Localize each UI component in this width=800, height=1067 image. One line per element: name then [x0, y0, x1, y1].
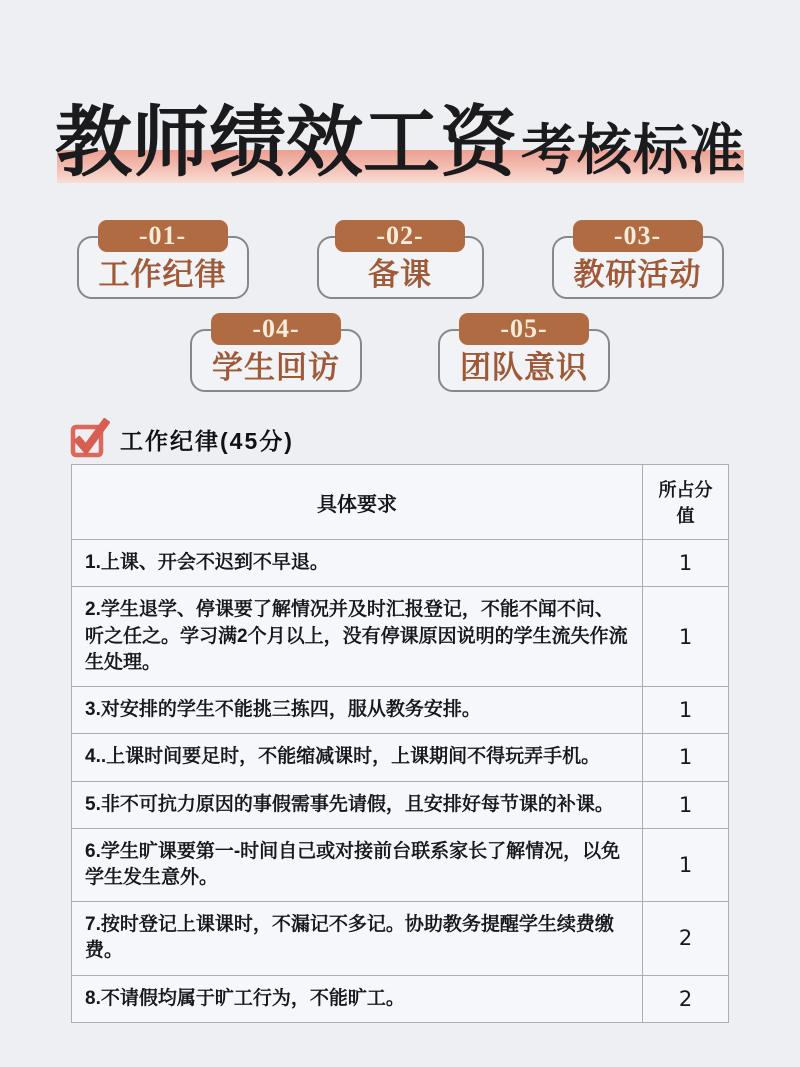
- table-row: [72, 828, 729, 901]
- table-row: [72, 734, 729, 781]
- checkbox-check-icon: [70, 418, 110, 460]
- category-badges: [0, 220, 800, 392]
- score-cell: 1: [643, 687, 729, 734]
- requirement-cell: 7.按时登记上课课时，不漏记不多记。协助教务提醒学生续费缴费。: [72, 902, 643, 975]
- score-cell: 2: [643, 902, 729, 975]
- category-badge-team-awareness: [438, 314, 610, 392]
- badge-number: -04-: [252, 314, 300, 344]
- page-title: [55, 100, 745, 186]
- section-title: 工作纪律(45分): [120, 427, 294, 454]
- badge-row-2: [190, 313, 610, 392]
- page-title-sub: 考核标准: [520, 118, 745, 182]
- category-badge-lesson-prep: [317, 221, 484, 299]
- table-row: [72, 902, 729, 975]
- badge-row-1: [77, 220, 724, 299]
- page-title-main: 教师绩效工资: [54, 100, 517, 186]
- badge-number: -01-: [138, 221, 187, 251]
- requirement-cell: 4..上课时间要足时，不能缩减课时，上课期间不得玩弄手机。: [72, 734, 643, 781]
- table-header-row: [72, 465, 729, 540]
- table-row: [72, 540, 729, 587]
- badge-label: 教研活动: [573, 257, 702, 293]
- category-badge-work-discipline: [77, 221, 249, 299]
- badge-number: -03-: [613, 221, 662, 251]
- badge-number: -05-: [500, 314, 548, 344]
- requirement-cell: 2.学生退学、停课要了解情况并及时汇报登记，不能不闻不问、听之任之。学习满2个月以上，没有停课原因说明的学生流失作流生处理。: [72, 587, 643, 687]
- table-row: [72, 975, 729, 1022]
- requirement-cell: 6.学生旷课要第一-时间自己或对接前台联系家长了解情况，以免学生发生意外。: [72, 828, 643, 901]
- badge-label: 团队意识: [460, 350, 588, 386]
- table-header-score: 所占分值: [643, 465, 729, 540]
- table-header-requirement: 具体要求: [72, 465, 643, 540]
- badge-number-tag: [211, 313, 341, 345]
- score-cell: 1: [643, 540, 729, 587]
- score-cell: 1: [643, 587, 729, 687]
- badge-number-tag: [459, 313, 589, 345]
- badge-label: 学生回访: [212, 350, 340, 386]
- table-row: [72, 781, 729, 828]
- title-block: [0, 0, 800, 186]
- badge-label: 工作纪律: [98, 257, 227, 293]
- score-cell: 1: [643, 734, 729, 781]
- table-row: [72, 587, 729, 687]
- category-badge-research-activity: [552, 221, 724, 299]
- badge-number-tag: [335, 220, 465, 252]
- requirements-table: [71, 464, 729, 1023]
- category-badge-student-followup: [190, 314, 362, 392]
- requirement-cell: 3.对安排的学生不能挑三拣四，服从教务安排。: [72, 687, 643, 734]
- score-cell: 1: [643, 828, 729, 901]
- badge-number-tag: [98, 220, 228, 252]
- score-cell: 1: [643, 781, 729, 828]
- badge-label: 备课: [368, 257, 432, 293]
- requirement-cell: 1.上课、开会不迟到不早退。: [72, 540, 643, 587]
- requirement-cell: 8.不请假均属于旷工行为，不能旷工。: [72, 975, 643, 1022]
- badge-number: -02-: [376, 221, 424, 251]
- score-cell: 2: [643, 975, 729, 1022]
- section-header: [70, 418, 730, 460]
- requirement-cell: 5.非不可抗力原因的事假需事先请假，且安排好每节课的补课。: [72, 781, 643, 828]
- table-row: [72, 687, 729, 734]
- badge-number-tag: [573, 220, 703, 252]
